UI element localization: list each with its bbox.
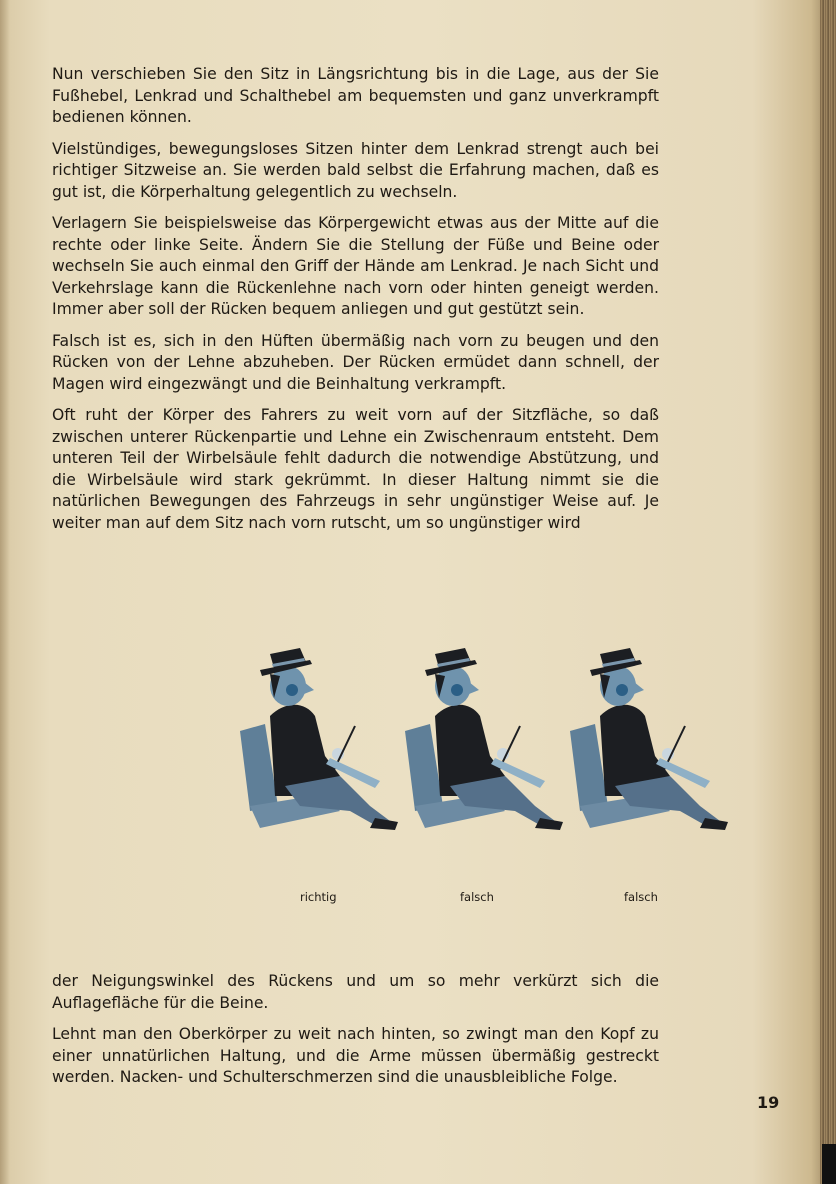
driver-posture-illustration — [230, 640, 750, 840]
paragraph: der Neigungswinkel des Rückens und um so mehr verkürzt sich die Auflagefläche für die Beine. — [52, 972, 659, 1012]
driver-figure-correct — [240, 648, 398, 830]
paragraph: Lehnt man den Oberkörper zu weit nach hinten, so zwingt man den Kopf zu einer unnatürlichen Haltung, und die Arme müssen übermäßig gestreckt werden. Nacken- und Schulterschmerzen sind die unausbleibliche Folge. — [52, 1025, 659, 1086]
paragraph: Falsch ist es, sich in den Hüften übermäßig nach vorn zu beugen und den Rücken von der Lehne abzuheben. Der Rücken ermüdet dann schnell, der Magen wird eingezwängt und die Beinhaltung verkrampft. — [52, 331, 659, 393]
driver-figure-wrong-1 — [405, 648, 563, 830]
driver-figure-wrong-2 — [570, 648, 728, 830]
caption-falsch-1: falsch — [460, 890, 494, 904]
body-text-bottom — [52, 971, 659, 1099]
paragraph: Verlagern Sie beispielsweise das Körpergewicht etwas aus der Mitte auf die rechte oder linke Seite. Ändern Sie die Stellung der Füße und Beine oder wechseln Sie auch einmal den Griff der Hände am Lenkrad. Je nach Sicht und Verkehrslage kann die Rückenlehne nach vorn oder hinten geneigt werden. Immer aber soll der Rücken bequem anliegen und gut gestützt sein. — [52, 214, 659, 318]
page-shadow — [822, 1144, 836, 1184]
page-number: 19 — [757, 1093, 780, 1112]
body-text-top — [52, 64, 659, 544]
page-edge — [820, 0, 836, 1184]
paragraph: Nun verschieben Sie den Sitz in Längsrichtung bis in die Lage, aus der Sie Fußhebel, Lenkrad und Schalthebel am bequemsten und ganz unverkrampft bedienen können. — [52, 65, 659, 126]
caption-richtig: richtig — [300, 890, 337, 904]
paragraph: Oft ruht der Körper des Fahrers zu weit vorn auf der Sitzfläche, so daß zwischen unterer Rückenpartie und Lehne ein Zwischenraum entsteht. Dem unteren Teil der Wirbelsäule fehlt dadurch die notwendige Abstützung, und die Wirbelsäule wird stark gekrümmt. In dieser Haltung nimmt sie die natürlichen Bewegungen des Fahrzeugs in sehr ungünstiger Weise auf. Je weiter man auf dem Sitz nach vorn rutscht, um so ungünstiger wird — [52, 406, 659, 532]
caption-falsch-2: falsch — [624, 890, 658, 904]
paragraph: Vielstündiges, bewegungsloses Sitzen hinter dem Lenkrad strengt auch bei richtiger Sitzweise an. Sie werden bald selbst die Erfahrung machen, daß es gut ist, die Körperhaltung gelegentlich zu wechseln. — [52, 139, 659, 201]
